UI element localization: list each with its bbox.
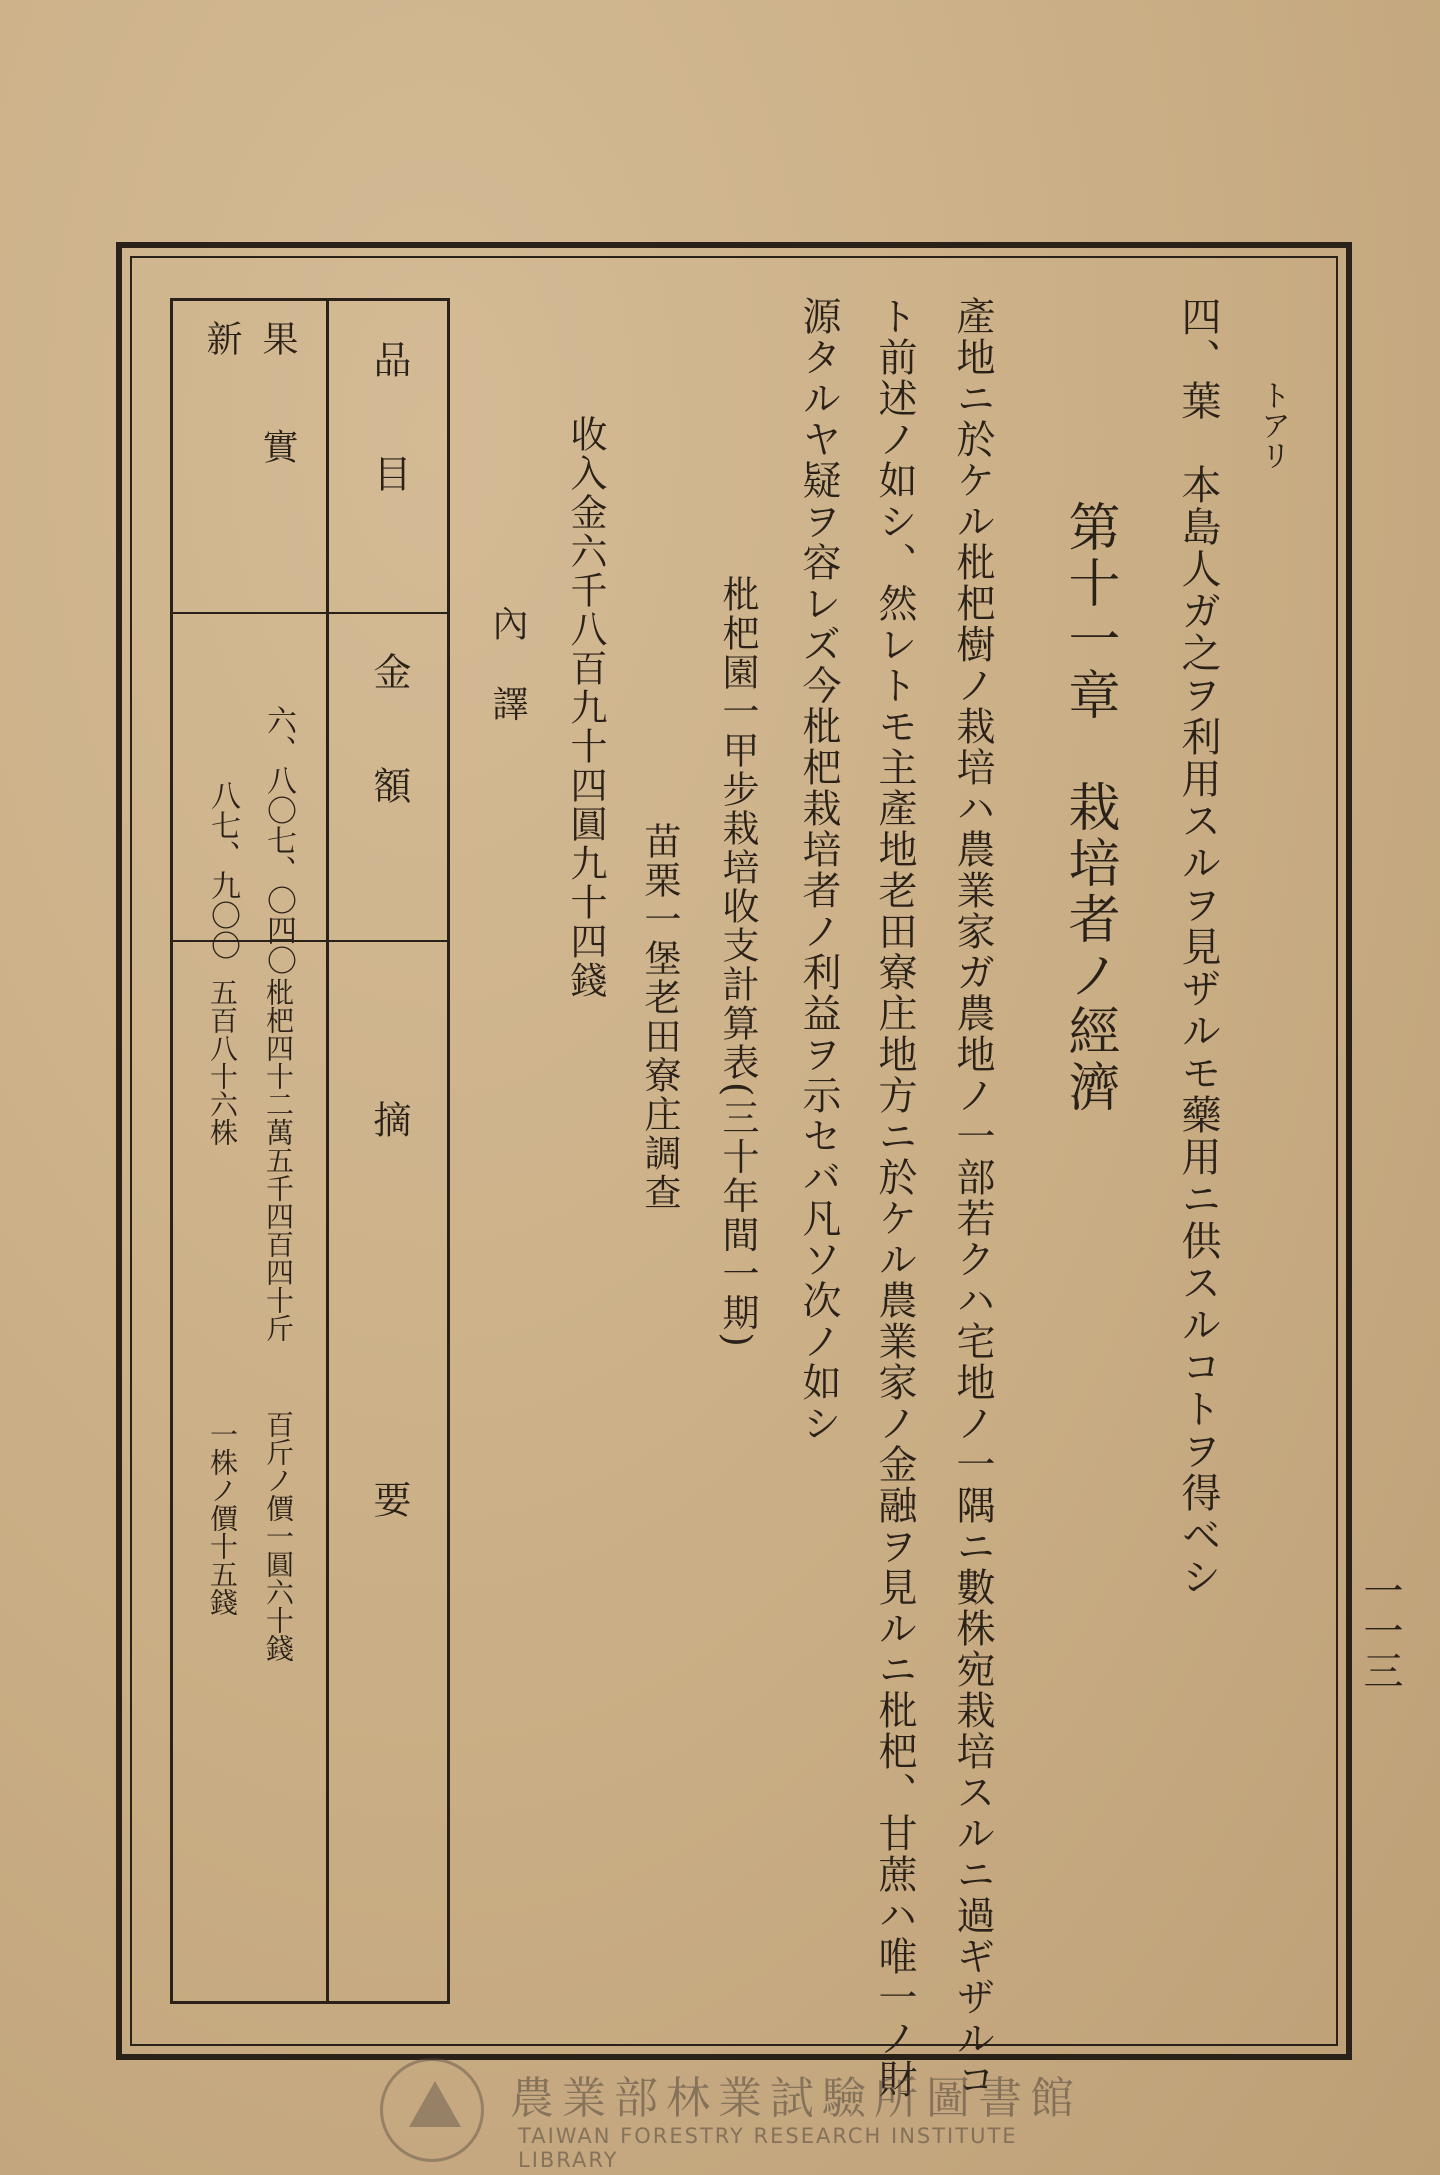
library-name-cn: 農業部林業試驗所圖書館	[510, 2073, 1082, 2124]
page-number: 一一三	[1357, 1570, 1403, 1690]
table-header-divider	[326, 300, 329, 2002]
library-seal-icon	[380, 2058, 484, 2162]
body-line-2: ト前述ノ如シ、然レトモ主產地老田寮庄地方ニ於ケル農業家ノ金融ヲ見ルニ枇杷、甘蔗ハ唯一ノ財	[872, 296, 917, 2100]
table-row-2-amount: 八七、九〇〇	[205, 780, 240, 960]
table-row-2-item: 新	[201, 320, 242, 464]
table-row-2-remark-1: 五百八十六株	[206, 978, 239, 1146]
table-row-1-amount: 六、八〇七、〇四〇	[261, 705, 296, 975]
continuation-line: トアリ	[1255, 380, 1290, 470]
breakdown-label: 內 譯	[487, 605, 528, 725]
income-line: 收入金六千八百九十四圓九十四錢	[564, 415, 607, 1000]
body-line-1: 產地ニ於ケル枇杷樹ノ栽培ハ農業家ガ農地ノ一部若クハ宅地ノ一隅ニ數株宛栽培スルニ過ギザルコ	[950, 296, 995, 2100]
table-header-amount: 金 額	[367, 652, 411, 804]
table-row-1-remark-1: 枇杷四十二萬五千四百四十斤	[262, 978, 295, 1342]
table-title: 枇杷園一甲步栽培收支計算表(三十年間一期)	[716, 575, 759, 1349]
library-name-en: TAIWAN FORESTRY RESEARCH INSTITUTE LIBRARY	[518, 2124, 1018, 2172]
body-line-3: 源タルヤ疑ヲ容レズ今枇杷栽培者ノ利益ヲ示セバ凡ソ次ノ如シ	[796, 296, 841, 1444]
table-header-item: 品 目	[367, 340, 411, 492]
table-row-1-remark-2: 百斤ノ價一圓六十錢	[262, 1410, 295, 1662]
chapter-heading: 第十一章 栽培者ノ經濟	[1059, 500, 1119, 1116]
item-four-text: 四、葉 本島人ガ之ヲ利用スルヲ見ザルモ藥用ニ供スルコトヲ得ベシ	[1175, 296, 1221, 1598]
survey-note: 苗栗一堡老田寮庄調查	[638, 822, 681, 1212]
library-watermark	[380, 2058, 1120, 2172]
table-rule-item-amount	[172, 612, 448, 614]
table-header-remarks: 摘 要	[367, 1100, 411, 1518]
table-row-2-remark-2: 一株ノ價十五錢	[206, 1420, 239, 1616]
table-row-1-item: 果 實	[257, 320, 298, 464]
